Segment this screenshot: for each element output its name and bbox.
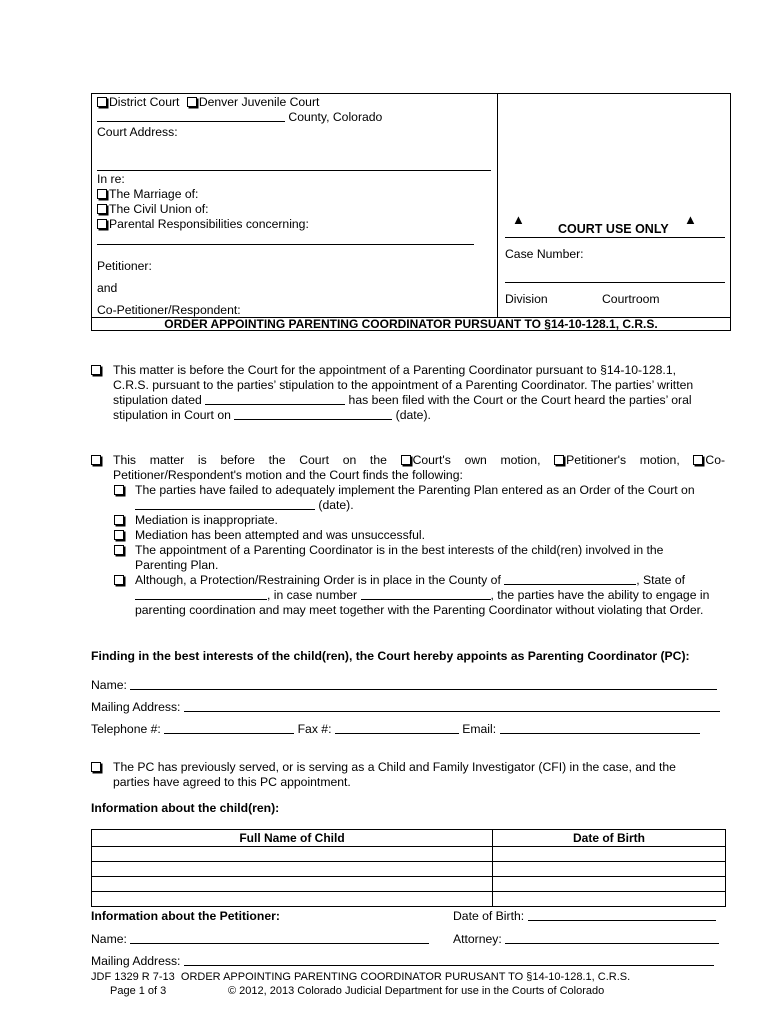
county-field[interactable] (97, 110, 285, 122)
courts-own-motion-checkbox[interactable] (401, 455, 411, 465)
petitioner-attorney-row: Attorney: (453, 932, 719, 947)
motion-checkbox[interactable] (91, 455, 101, 465)
petitioner-dob-field[interactable] (528, 909, 716, 921)
pc-fax-field[interactable] (335, 722, 459, 734)
parenting-plan-checkbox[interactable] (114, 485, 124, 495)
cfi-paragraph: The PC has previously served, or is serving as a Child and Family Investigator (CFI) in the case, and the parties have agreed to this PC appointment. (113, 760, 676, 789)
form-title: ORDER APPOINTING PARENTING COORDINATOR PURUSANT TO §14-10-128.1, C.R.S. (180, 971, 631, 983)
petitioner-label: Petitioner: (97, 259, 152, 273)
mediation-unsuccessful-item: Mediation has been attempted and was unsuccessful. (135, 528, 425, 542)
table-header-row (92, 830, 726, 847)
parenting-plan-date-field[interactable] (135, 498, 315, 510)
caption-divider (497, 93, 498, 317)
in-re-parental-row (97, 217, 309, 232)
col-full-name: Full Name of Child (92, 830, 493, 847)
petitioner-name-row: Name: (91, 932, 429, 947)
table-row (92, 847, 726, 862)
protection-order-checkbox[interactable] (114, 575, 124, 585)
child-name-cell[interactable] (92, 892, 493, 907)
district-court-checkbox[interactable] (97, 97, 107, 107)
protection-order-state-field[interactable] (135, 588, 267, 600)
petitioner-attorney-field[interactable] (505, 932, 719, 944)
court-use-divider (505, 237, 725, 238)
pc-email-field[interactable] (500, 722, 700, 734)
county-row (97, 110, 382, 125)
denver-juvenile-court-checkbox[interactable] (187, 97, 197, 107)
court-address-line[interactable] (97, 170, 491, 171)
in-re-label: In re: (97, 172, 125, 186)
protection-order-item: Although, a Protection/Restraining Order is in place in the County of , State of , in case number , the parties have the ability to engage in parenting coordination and may meet together with the Parenting Coordinator without violating that Order. (135, 573, 710, 617)
table-row (92, 877, 726, 892)
co-petitioner-label: Co-Petitioner/Respondent: (97, 303, 241, 317)
stipulation-line: stipulation dated has been filed with the Court or the Court heard the parties’ oral (113, 393, 692, 407)
oral-stipulation-date-field[interactable] (234, 408, 392, 420)
table-row (92, 862, 726, 877)
marriage-label: The Marriage of: (109, 187, 199, 201)
motion-line-2: Petitioner/Respondent's motion and the Court finds the following: (113, 468, 463, 482)
civil-union-checkbox[interactable] (97, 204, 107, 214)
co-petitioners-motion-checkbox[interactable] (693, 455, 703, 465)
form-id: JDF 1329 R 7-13 (91, 971, 175, 983)
stipulation-line: This matter is before the Court for the appointment of a Parenting Coordinator pursuant to §14-10-128.1, (113, 363, 676, 377)
petitioner-dob-row: Date of Birth: (453, 909, 716, 924)
motion-line-1: This matter is before the Court on the Court's own motion, Petitioner's motion, Co- (113, 453, 726, 467)
cfi-checkbox[interactable] (91, 762, 101, 772)
child-name-cell[interactable] (92, 847, 493, 862)
denver-juvenile-court-label: Denver Juvenile Court (198, 95, 320, 109)
child-dob-cell[interactable] (493, 847, 726, 862)
child-dob-cell[interactable] (493, 892, 726, 907)
mediation-inappropriate-item: Mediation is inappropriate. (135, 513, 278, 527)
civil-union-label: The Civil Union of: (109, 202, 209, 216)
stipulation-date-field[interactable] (205, 393, 345, 405)
division-label: Division (505, 292, 548, 306)
courtroom-label: Courtroom (602, 292, 660, 306)
footer-line-1 (91, 970, 630, 984)
child-name-cell[interactable] (92, 862, 493, 877)
petitioner-heading: Information about the Petitioner: (91, 909, 280, 923)
in-re-civil-union-row (97, 202, 209, 217)
copyright: © 2012, 2013 Colorado Judicial Department for use in the Courts of Colorado (228, 985, 605, 997)
parental-responsibilities-checkbox[interactable] (97, 219, 107, 229)
finding-heading: Finding in the best interests of the child(ren), the Court hereby appoints as Parenting Coordinator (PC): (91, 649, 690, 663)
page-number: Page 1 of 3 (110, 985, 167, 997)
children-table (91, 829, 726, 907)
in-re-marriage-row (97, 187, 198, 202)
court-address-label: Court Address: (97, 125, 178, 139)
petitioner-name-field[interactable] (130, 932, 429, 944)
and-label: and (97, 281, 118, 295)
triangle-up-icon: ▲ (512, 212, 525, 227)
stipulation-paragraph (113, 363, 725, 423)
stipulation-line: stipulation in Court on (date). (113, 408, 431, 422)
child-dob-cell[interactable] (493, 862, 726, 877)
child-name-cell[interactable] (92, 877, 493, 892)
best-interests-item: The appointment of a Parenting Coordinator is in the best interests of the child(ren) involved in the Parenting Plan. (135, 543, 664, 572)
case-number-label: Case Number: (505, 247, 584, 261)
protection-order-county-field[interactable] (504, 573, 636, 585)
district-court-label: District Court (109, 95, 180, 109)
petitioners-motion-checkbox[interactable] (554, 455, 564, 465)
table-row (92, 892, 726, 907)
pc-mailing-field[interactable] (184, 700, 720, 712)
marriage-checkbox[interactable] (97, 189, 107, 199)
pc-name-field[interactable] (130, 678, 717, 690)
petitioner-mailing-field[interactable] (184, 954, 714, 966)
parenting-plan-item: The parties have failed to adequately implement the Parenting Plan entered as an Order of the Court on (date). (135, 483, 695, 512)
best-interests-checkbox[interactable] (114, 545, 124, 555)
col-date-of-birth: Date of Birth (493, 830, 726, 847)
children-heading: Information about the child(ren): (91, 801, 280, 815)
protection-order-case-number-field[interactable] (361, 588, 491, 600)
stipulation-checkbox[interactable] (91, 365, 101, 375)
parental-responsibilities-label: Parental Responsibilities concerning: (109, 217, 309, 231)
court-use-only-label: COURT USE ONLY (558, 222, 669, 236)
pc-name-row: Name: (91, 678, 731, 693)
court-type-row (97, 95, 319, 110)
pc-contact-row: Telephone #: Fax #: Email: (91, 722, 731, 737)
pc-mailing-row: Mailing Address: (91, 700, 731, 715)
mediation-unsuccessful-checkbox[interactable] (114, 530, 124, 540)
triangle-up-icon: ▲ (684, 212, 697, 227)
order-title: ORDER APPOINTING PARENTING COORDINATOR PURSUANT TO §14-10-128.1, C.R.S. (91, 317, 731, 331)
county-label: County, Colorado (288, 110, 383, 124)
stipulation-line: C.R.S. pursuant to the parties’ stipulation to the appointment of a Parenting Coordinator. The parties’ written (113, 378, 694, 392)
parties-line[interactable] (97, 244, 474, 245)
pc-telephone-field[interactable] (164, 722, 294, 734)
mediation-inappropriate-checkbox[interactable] (114, 515, 124, 525)
case-number-divider (505, 282, 725, 283)
petitioner-mailing-row: Mailing Address: (91, 954, 714, 969)
child-dob-cell[interactable] (493, 877, 726, 892)
